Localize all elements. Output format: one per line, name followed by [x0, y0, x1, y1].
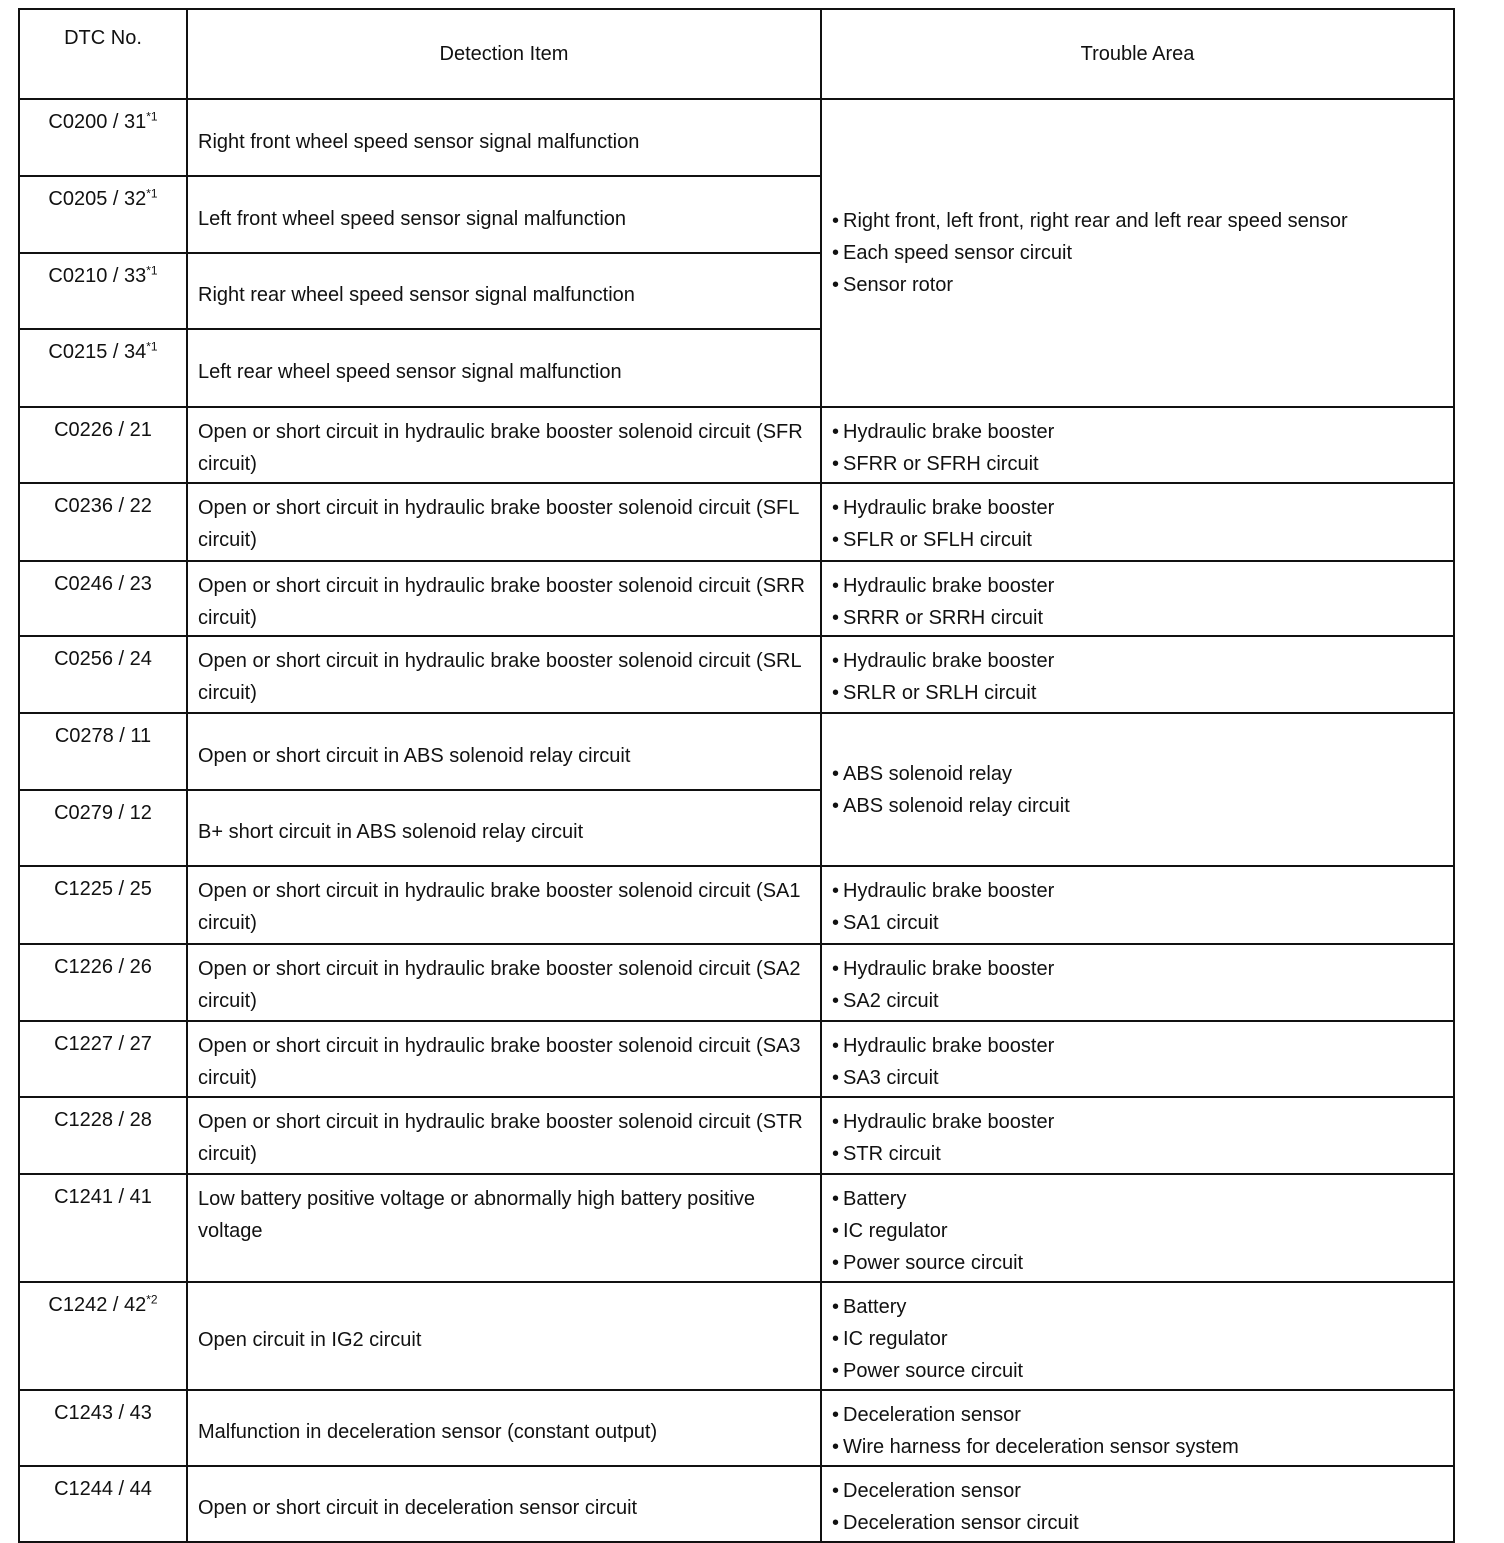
dtc-code: [19, 1390, 187, 1466]
dtc-code: [19, 483, 187, 561]
detection-item: Left front wheel speed sensor signal malfunction: [187, 176, 821, 253]
detection-item: Open or short circuit in ABS solenoid relay circuit: [187, 713, 821, 790]
table-row: [19, 1390, 1454, 1466]
dtc-code-text: C0256 / 24: [54, 648, 152, 670]
table-row: [19, 944, 1454, 1021]
trouble-area-list: [832, 1291, 1447, 1387]
trouble-area: [821, 944, 1454, 1021]
dtc-code: [19, 636, 187, 713]
trouble-area-item: • Hydraulic brake booster: [832, 645, 1447, 677]
trouble-area-item: • ABS solenoid relay: [832, 758, 1447, 790]
dtc-code: [19, 561, 187, 636]
dtc-code: [19, 407, 187, 483]
trouble-area: [821, 561, 1454, 636]
table-row: [19, 1174, 1454, 1282]
trouble-area-item: • Deceleration sensor circuit: [832, 1507, 1447, 1539]
trouble-area-item: • Battery: [832, 1291, 1447, 1323]
trouble-area-list: [832, 1475, 1447, 1539]
detection-item: Open or short circuit in hydraulic brake booster solenoid circuit (SRR circuit): [187, 561, 821, 636]
dtc-code-text: C1241 / 41: [54, 1186, 152, 1208]
trouble-area-item: • Power source circuit: [832, 1247, 1447, 1279]
dtc-code-text: C1242 / 42: [48, 1294, 147, 1316]
dtc-code: [19, 1174, 187, 1282]
trouble-area-item: • SA1 circuit: [832, 907, 1447, 939]
trouble-area-item: • IC regulator: [832, 1215, 1447, 1247]
trouble-area-item: • Power source circuit: [832, 1355, 1447, 1387]
trouble-area: [821, 99, 1454, 407]
dtc-code-text: C0215 / 34: [48, 341, 147, 363]
trouble-area: [821, 1021, 1454, 1097]
footnote-marker: *1: [146, 186, 158, 201]
header-trouble-area: Trouble Area: [821, 9, 1454, 99]
trouble-area-item: • SA3 circuit: [832, 1062, 1447, 1094]
trouble-area-item: • Hydraulic brake booster: [832, 570, 1447, 602]
trouble-area-item: • SA2 circuit: [832, 985, 1447, 1017]
table-row: [19, 1021, 1454, 1097]
trouble-area: [821, 1097, 1454, 1174]
trouble-area: [821, 1174, 1454, 1282]
trouble-area-item: • Hydraulic brake booster: [832, 1106, 1447, 1138]
dtc-table: [18, 8, 1455, 1543]
trouble-area-item: • Hydraulic brake booster: [832, 875, 1447, 907]
dtc-code-text: C0246 / 23: [54, 573, 152, 595]
table-row: [19, 483, 1454, 561]
dtc-code: [19, 790, 187, 866]
trouble-area-list: [832, 645, 1447, 709]
header-detection-item: Detection Item: [187, 9, 821, 99]
dtc-code: [19, 1097, 187, 1174]
detection-item: Open or short circuit in hydraulic brake booster solenoid circuit (SA1 circuit): [187, 866, 821, 944]
trouble-area-item: • Wire harness for deceleration sensor system: [832, 1431, 1447, 1463]
detection-item: Open or short circuit in hydraulic brake booster solenoid circuit (SFR circuit): [187, 407, 821, 483]
trouble-area: [821, 407, 1454, 483]
detection-item: Open or short circuit in hydraulic brake booster solenoid circuit (SFL circuit): [187, 483, 821, 561]
trouble-area-item: • Deceleration sensor: [832, 1399, 1447, 1431]
trouble-area-list: [832, 1106, 1447, 1170]
trouble-area-item: • Battery: [832, 1183, 1447, 1215]
detection-item: Low battery positive voltage or abnormally high battery positive voltage: [187, 1174, 821, 1282]
dtc-code: [19, 99, 187, 176]
trouble-area-item: • Sensor rotor: [832, 269, 1447, 301]
table-row: [19, 1282, 1454, 1390]
detection-item: Open or short circuit in hydraulic brake booster solenoid circuit (STR circuit): [187, 1097, 821, 1174]
trouble-area: [821, 866, 1454, 944]
trouble-area-item: • SFLR or SFLH circuit: [832, 524, 1447, 556]
trouble-area-item: • ABS solenoid relay circuit: [832, 790, 1447, 822]
trouble-area-item: • SRLR or SRLH circuit: [832, 677, 1447, 709]
dtc-code-text: C1243 / 43: [54, 1402, 152, 1424]
trouble-area-list: [832, 758, 1447, 822]
detection-item: Left rear wheel speed sensor signal malfunction: [187, 329, 821, 407]
trouble-area-list: [832, 953, 1447, 1017]
table-row: [19, 1466, 1454, 1542]
trouble-area-list: [832, 1030, 1447, 1094]
trouble-area-item: • Right front, left front, right rear and left rear speed sensor: [832, 205, 1447, 237]
trouble-area-item: • Hydraulic brake booster: [832, 953, 1447, 985]
dtc-code-text: C0236 / 22: [54, 495, 152, 517]
trouble-area-list: [832, 416, 1447, 480]
header-row: [19, 9, 1454, 99]
footnote-marker: *1: [146, 109, 158, 124]
detection-item: Right front wheel speed sensor signal malfunction: [187, 99, 821, 176]
table-row: [19, 561, 1454, 636]
dtc-code: [19, 1282, 187, 1390]
detection-item: Right rear wheel speed sensor signal malfunction: [187, 253, 821, 329]
dtc-code: [19, 176, 187, 253]
dtc-code: [19, 1021, 187, 1097]
dtc-code-text: C1227 / 27: [54, 1033, 152, 1055]
footnote-marker: *1: [146, 339, 158, 354]
trouble-area: [821, 636, 1454, 713]
detection-item: B+ short circuit in ABS solenoid relay circuit: [187, 790, 821, 866]
trouble-area: [821, 713, 1454, 866]
trouble-area-list: [832, 875, 1447, 939]
trouble-area: [821, 1282, 1454, 1390]
dtc-code-text: C1244 / 44: [54, 1478, 152, 1500]
trouble-area: [821, 1466, 1454, 1542]
detection-item: Malfunction in deceleration sensor (constant output): [187, 1390, 821, 1466]
dtc-code-text: C0200 / 31: [48, 111, 147, 133]
dtc-code: [19, 713, 187, 790]
table-row: [19, 99, 1454, 176]
trouble-area-item: • STR circuit: [832, 1138, 1447, 1170]
trouble-area-list: [832, 492, 1447, 556]
dtc-code: [19, 944, 187, 1021]
trouble-area-item: • Each speed sensor circuit: [832, 237, 1447, 269]
dtc-code: [19, 866, 187, 944]
trouble-area-list: [832, 570, 1447, 634]
dtc-code-text: C1228 / 28: [54, 1109, 152, 1131]
trouble-area-item: • IC regulator: [832, 1323, 1447, 1355]
trouble-area-item: • SFRR or SFRH circuit: [832, 448, 1447, 480]
trouble-area-list: [832, 1183, 1447, 1279]
trouble-area-item: • Hydraulic brake booster: [832, 416, 1447, 448]
table-row: [19, 866, 1454, 944]
table-row: [19, 407, 1454, 483]
trouble-area-item: • Deceleration sensor: [832, 1475, 1447, 1507]
trouble-area-list: [832, 1399, 1447, 1463]
dtc-code-text: C1225 / 25: [54, 878, 152, 900]
dtc-code-text: C1226 / 26: [54, 956, 152, 978]
footnote-marker: *2: [146, 1292, 158, 1307]
header-dtc: DTC No.: [19, 9, 187, 99]
dtc-code: [19, 329, 187, 407]
detection-item: Open circuit in IG2 circuit: [187, 1282, 821, 1390]
dtc-code-text: C0278 / 11: [54, 725, 152, 747]
trouble-area-item: • Hydraulic brake booster: [832, 1030, 1447, 1062]
dtc-code-text: C0205 / 32: [48, 188, 147, 210]
detection-item: Open or short circuit in hydraulic brake booster solenoid circuit (SA3 circuit): [187, 1021, 821, 1097]
trouble-area: [821, 1390, 1454, 1466]
dtc-code-text: C0210 / 33: [48, 265, 147, 287]
trouble-area-item: • Hydraulic brake booster: [832, 492, 1447, 524]
trouble-area: [821, 483, 1454, 561]
dtc-code: [19, 253, 187, 329]
dtc-code: [19, 1466, 187, 1542]
detection-item: Open or short circuit in hydraulic brake booster solenoid circuit (SRL circuit): [187, 636, 821, 713]
detection-item: Open or short circuit in deceleration sensor circuit: [187, 1466, 821, 1542]
trouble-area-list: [832, 205, 1447, 301]
dtc-code-text: C0279 / 12: [54, 802, 152, 824]
table-row: [19, 636, 1454, 713]
detection-item: Open or short circuit in hydraulic brake booster solenoid circuit (SA2 circuit): [187, 944, 821, 1021]
table-row: [19, 1097, 1454, 1174]
dtc-code-text: C0226 / 21: [54, 419, 152, 441]
table-row: [19, 713, 1454, 790]
footnote-marker: *1: [146, 263, 158, 278]
trouble-area-item: • SRRR or SRRH circuit: [832, 602, 1447, 634]
